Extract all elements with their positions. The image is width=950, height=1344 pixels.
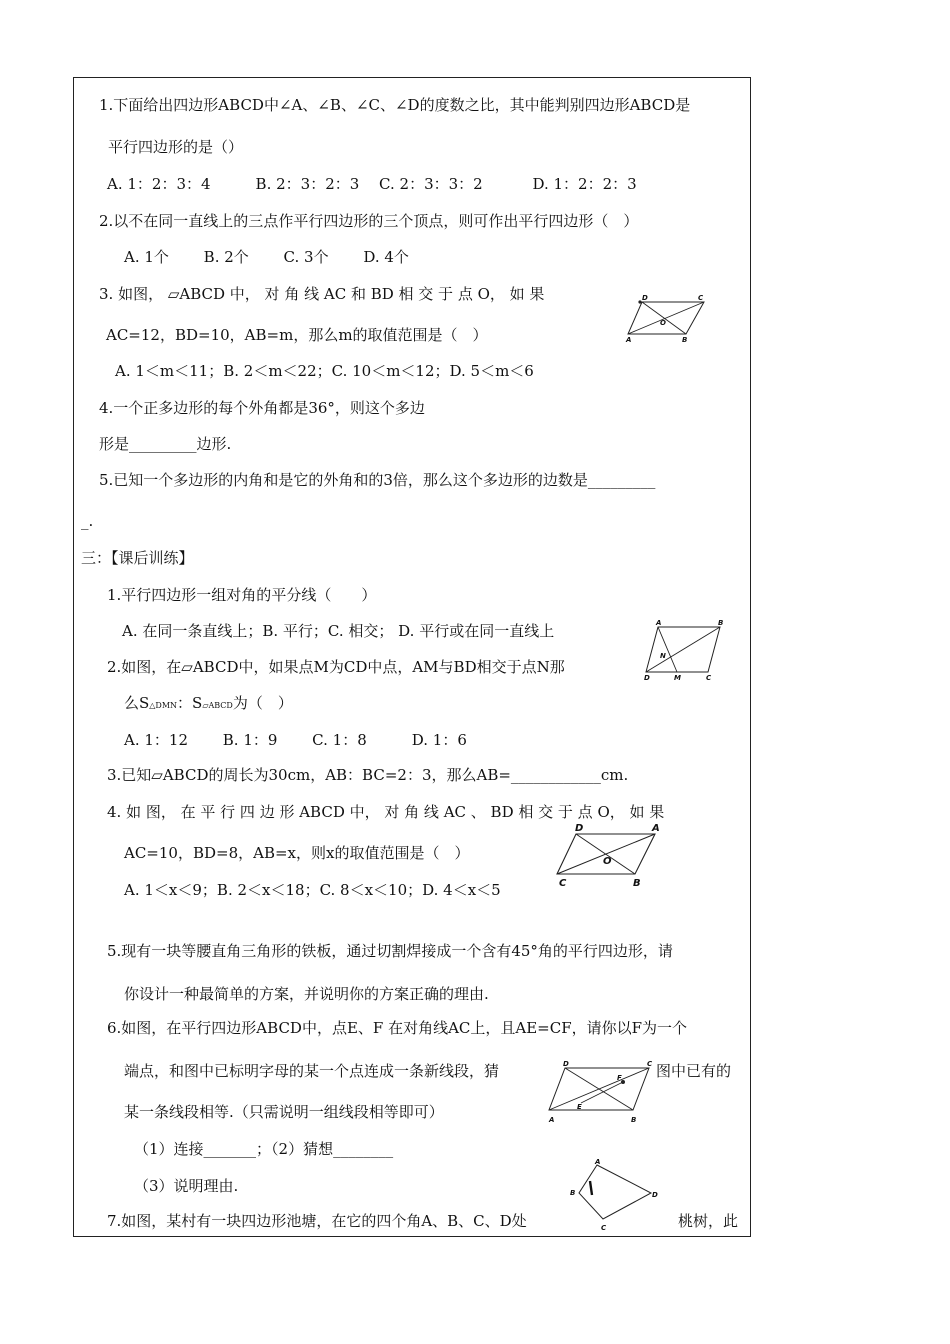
fig1-label-o: O <box>660 319 666 327</box>
t1-text: 1.平行四边形一组对角的平分线（ ） <box>107 586 377 604</box>
figure-parallelogram-t6 <box>545 1058 660 1128</box>
q5-text-cont: _. <box>81 512 94 530</box>
t2-text: 2.如图，在▱ABCD中，如果点M为CD中点，AM与BD相交于点N那 <box>107 658 565 676</box>
t2-sub-abcd: ▱ABCD <box>202 701 233 710</box>
t2-s-post: 为（ ） <box>232 694 293 712</box>
q3-text-cont: AC=12，BD=10，AB=m，那么m的取值范围是（ ） <box>106 326 488 344</box>
fig3-label-d: D <box>575 823 584 834</box>
q2-options: A. 1个 B. 2个 C. 3个 D. 4个 <box>124 248 409 266</box>
t1-options: A. 在同一条直线上；B. 平行；C. 相交； D. 平行或在同一直线上 <box>122 622 555 640</box>
fig2-label-b: B <box>718 619 724 627</box>
fig5-label-a: A <box>595 1158 601 1166</box>
q3-text: 3. 如图， ▱ABCD 中， 对 角 线 AC 和 BD 相 交 于 点 O， 如 果 <box>99 285 545 303</box>
fig5-label-b: B <box>570 1189 576 1197</box>
fig2-label-a: A <box>656 619 662 627</box>
t3-text: 3.已知▱ABCD的周长为30cm，AB：BC=2：3，那么AB=____________cm. <box>107 766 629 784</box>
figure-parallelogram-q3 <box>624 292 714 348</box>
t4-options: A. 1＜x＜9；B. 2＜x＜18；C. 8＜x＜10；D. 4＜x＜5 <box>124 881 501 899</box>
t6-text: 6.如图，在平行四边形ABCD中，点E、F 在对角线AC上，且AE=CF，请你以F为一个 <box>107 1019 688 1037</box>
fig4-label-d: D <box>563 1060 569 1068</box>
fig4-label-e: E <box>577 1103 582 1111</box>
fig3-label-o: O <box>603 856 612 867</box>
t5-text-cont: 你设计一种最简单的方案，并说明你的方案正确的理由. <box>124 985 489 1003</box>
t6-text-cont: 端点，和图中已标明字母的某一个点连成一条新线段，猜 <box>124 1062 500 1080</box>
q1-options: A. 1：2：3：4 B. 2：3：2：3 C. 2：3：3：2 D. 1：2：2：3 <box>107 175 637 193</box>
fig1-label-d: D <box>642 294 648 302</box>
q5-text: 5.已知一个多边形的内角和是它的外角和的3倍，那么这个多边形的边数是_________ <box>99 471 656 489</box>
fig4-label-b: B <box>631 1116 637 1124</box>
q2-text: 2.以不在同一直线上的三点作平行四边形的三个顶点，则可作出平行四边形（ ） <box>99 212 639 230</box>
fig4-label-f: F <box>617 1074 622 1082</box>
t7-text: 7.如图，某村有一块四边形池塘，在它的四个角A、B、C、D处 <box>107 1212 527 1230</box>
fig2-label-m: M <box>674 674 681 682</box>
t2-s-mid: ：S <box>177 694 203 712</box>
t2-options: A. 1：12 B. 1：9 C. 1：8 D. 1：6 <box>124 731 467 749</box>
fig2-label-c: C <box>706 674 712 682</box>
figure-quadrilateral-pond <box>565 1155 665 1235</box>
fig3-label-a: A <box>652 823 660 834</box>
q4-text: 4.一个正多边形的每个外角都是36°，则这个多边 <box>99 399 425 417</box>
fig3-label-b: B <box>633 878 641 889</box>
fig5-label-d: D <box>652 1191 658 1199</box>
fig1-label-c: C <box>698 294 704 302</box>
t4-text: 4. 如 图， 在 平 行 四 边 形 ABCD 中， 对 角 线 AC 、 BD 相 交 于 点 O， 如 果 <box>107 803 665 821</box>
figure-parallelogram-t4 <box>553 820 668 890</box>
t5-text: 5.现有一块等腰直角三角形的铁板，通过切割焊接成一个含有45°角的平行四边形，请 <box>107 942 673 960</box>
fig2-label-d: D <box>644 674 650 682</box>
fig4-label-c: C <box>647 1060 653 1068</box>
t7-text-end: 桃树，此 <box>678 1212 739 1230</box>
q3-options: A. 1＜m＜11；B. 2＜m＜22；C. 10＜m＜12；D. 5＜m＜6 <box>115 362 534 380</box>
fig2-label-n: N <box>660 652 666 660</box>
q4-text-cont: 形是_________边形. <box>99 435 232 453</box>
fig3-label-c: C <box>559 878 567 889</box>
fig5-label-c: C <box>601 1224 607 1232</box>
t6-text-cont2: 某一条线段相等.（只需说明一组线段相等即可） <box>124 1103 444 1121</box>
t6-answer-line: （1）连接_______；（2）猜想________ <box>134 1140 394 1158</box>
fig1-label-b: B <box>682 336 688 344</box>
section-heading: 三：【课后训练】 <box>81 549 194 567</box>
t2-s-prefix: 么S <box>124 694 150 712</box>
q1-text-cont: 平行四边形的是（） <box>108 138 244 156</box>
t4-text-cont: AC=10，BD=8，AB=x，则x的取值范围是（ ） <box>124 844 470 862</box>
t2-sub-dmn: △DMN <box>149 701 178 710</box>
t6-text-cont-end: 图中已有的 <box>656 1062 732 1080</box>
fig4-label-a: A <box>549 1116 555 1124</box>
figure-parallelogram-t2 <box>640 618 740 684</box>
t6-reason-line: （3）说明理由. <box>134 1177 239 1195</box>
t2-text-cont <box>124 693 293 716</box>
q1-text: 1.下面给出四边形ABCD中∠A、∠B、∠C、∠D的度数之比，其中能判别四边形ABCD是 <box>99 96 691 114</box>
fig1-label-a: A <box>626 336 632 344</box>
